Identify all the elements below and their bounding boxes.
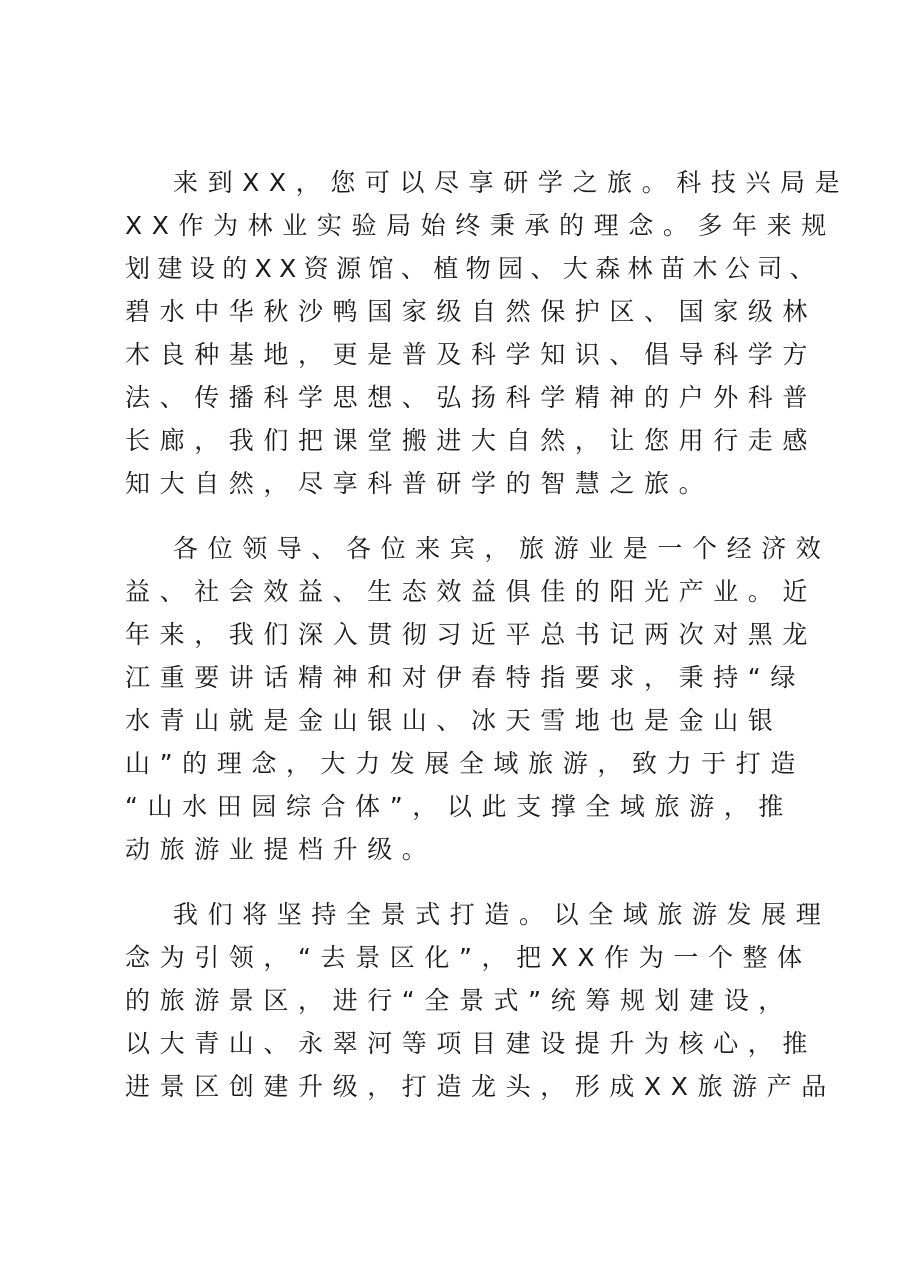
- text-line: 碧水中华秋沙鸭国家级自然保护区、国家级林: [125, 297, 818, 326]
- text-line: 年来，我们深入贯彻习近平总书记两次对黑龙: [125, 620, 818, 649]
- text-line: 念为引领，“去景区化”，把XX作为一个整体: [125, 943, 812, 972]
- text-line: 山”的理念，大力发展全域旅游，致力于打造: [125, 749, 805, 778]
- text-line: 江重要讲话精神和对伊春特指要求，秉持“绿: [125, 663, 805, 692]
- text-line: 各位领导、各位来宾，旅游业是一个经济效: [173, 534, 831, 563]
- text-line: 的旅游景区，进行“全景式”统筹规划建设，: [125, 986, 793, 1015]
- text-line: 长廊，我们把课堂搬进大自然，让您用行走感: [125, 426, 818, 455]
- text-line: 来到XX，您可以尽享研学之旅。科技兴局是: [173, 168, 850, 197]
- text-line: 木良种基地，更是普及科学知识、倡导科学方: [125, 340, 818, 369]
- text-line: 水青山就是金山银山、冰天雪地也是金山银: [125, 706, 783, 735]
- text-line: 知大自然，尽享科普研学的智慧之旅。: [125, 469, 714, 498]
- text-line: 动旅游业提档升级。: [125, 835, 437, 864]
- text-line: 划建设的XX资源馆、植物园、大森林苗木公司、: [125, 254, 823, 283]
- text-line: 进景区创建升级，打造龙头，形成XX旅游产品: [125, 1072, 836, 1101]
- text-line: “山水田园综合体”，以此支撑全域旅游，推: [125, 792, 793, 821]
- text-line: 以大青山、永翠河等项目建设提升为核心，推: [125, 1029, 818, 1058]
- text-line: 我们将坚持全景式打造。以全域旅游发展理: [173, 900, 831, 929]
- text-line: 法、传播科学思想、弘扬科学精神的户外科普: [125, 383, 818, 412]
- text-line: XX作为林业实验局始终秉承的理念。多年来规: [125, 211, 836, 240]
- text-line: 益、社会效益、生态效益俱佳的阳光产业。近: [125, 577, 818, 606]
